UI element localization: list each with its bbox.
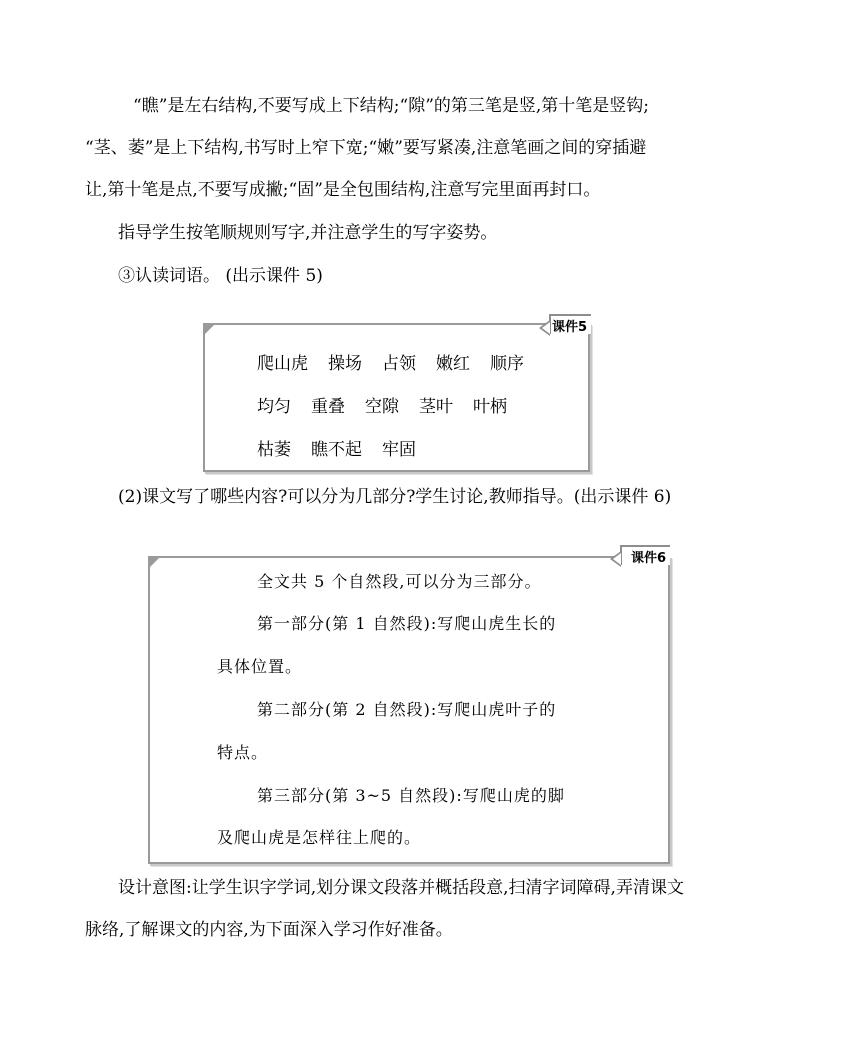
word: 顺序 <box>490 354 524 374</box>
word-row <box>257 438 436 462</box>
corner-fold-icon <box>150 558 159 567</box>
card-line: 全文共 5 个自然段,可以分为三部分。 <box>257 572 542 591</box>
word: 重叠 <box>311 397 345 417</box>
word: 嫩红 <box>436 354 470 374</box>
word: 牢固 <box>382 440 416 460</box>
card-line: 具体位置。 <box>217 657 303 676</box>
courseware-tag-5 <box>549 314 591 334</box>
corner-fold-icon <box>205 325 214 334</box>
word: 空隙 <box>365 397 399 417</box>
tag-label: 课件5 <box>551 319 587 335</box>
tag-arrow-icon <box>610 551 621 567</box>
card-line: 第一部分(第 1 自然段):写爬山虎生长的 <box>257 614 557 633</box>
word: 操场 <box>328 354 362 374</box>
paragraph-line: 指导学生按笔顺规则写字,并注意学生的写字姿势。 <box>118 223 498 243</box>
word-row <box>257 395 527 419</box>
word: 爬山虎 <box>257 354 308 374</box>
paragraph-line: 设计意图:让学生识字学词,划分课文段落并概括段意,扫清字词障碍,弄清课文 <box>118 878 684 898</box>
paragraph-line: “茎、萎”是上下结构,书写时上窄下宽;“嫩”要写紧凑,注意笔画之间的穿插避 <box>85 138 647 158</box>
word: 占领 <box>382 354 416 374</box>
courseware-card-6 <box>148 556 670 864</box>
word: 均匀 <box>257 397 291 417</box>
word: 叶柄 <box>473 397 507 417</box>
paragraph-line: “瞧”是左右结构,不要写成上下结构;“隙”的第三笔是竖,第十笔是竖钩; <box>133 96 650 116</box>
paragraph-line: 让,第十笔是点,不要写成撇;“固”是全包围结构,注意写完里面再封口。 <box>85 180 601 200</box>
courseware-card-5 <box>203 323 590 472</box>
word: 瞧不起 <box>311 440 362 460</box>
paragraph-line: (2)课文写了哪些内容?可以分为几部分?学生讨论,教师指导。(出示课件 6) <box>118 487 672 507</box>
card-line: 特点。 <box>217 743 269 762</box>
tag-label: 课件6 <box>630 550 666 566</box>
word: 枯萎 <box>257 440 291 460</box>
word: 茎叶 <box>419 397 453 417</box>
paragraph-line: 脉络,了解课文的内容,为下面深入学习作好准备。 <box>85 920 453 940</box>
courseware-tag-6 <box>620 545 670 565</box>
card-line: 第二部分(第 2 自然段):写爬山虎叶子的 <box>257 700 557 719</box>
paragraph-line: ③认读词语。 (出示课件 5) <box>118 266 323 286</box>
card-line: 第三部分(第 3~5 自然段):写爬山虎的脚 <box>257 786 565 805</box>
card-line: 及爬山虎是怎样往上爬的。 <box>217 828 422 847</box>
tag-arrow-icon <box>539 320 550 336</box>
word-row <box>257 352 544 376</box>
